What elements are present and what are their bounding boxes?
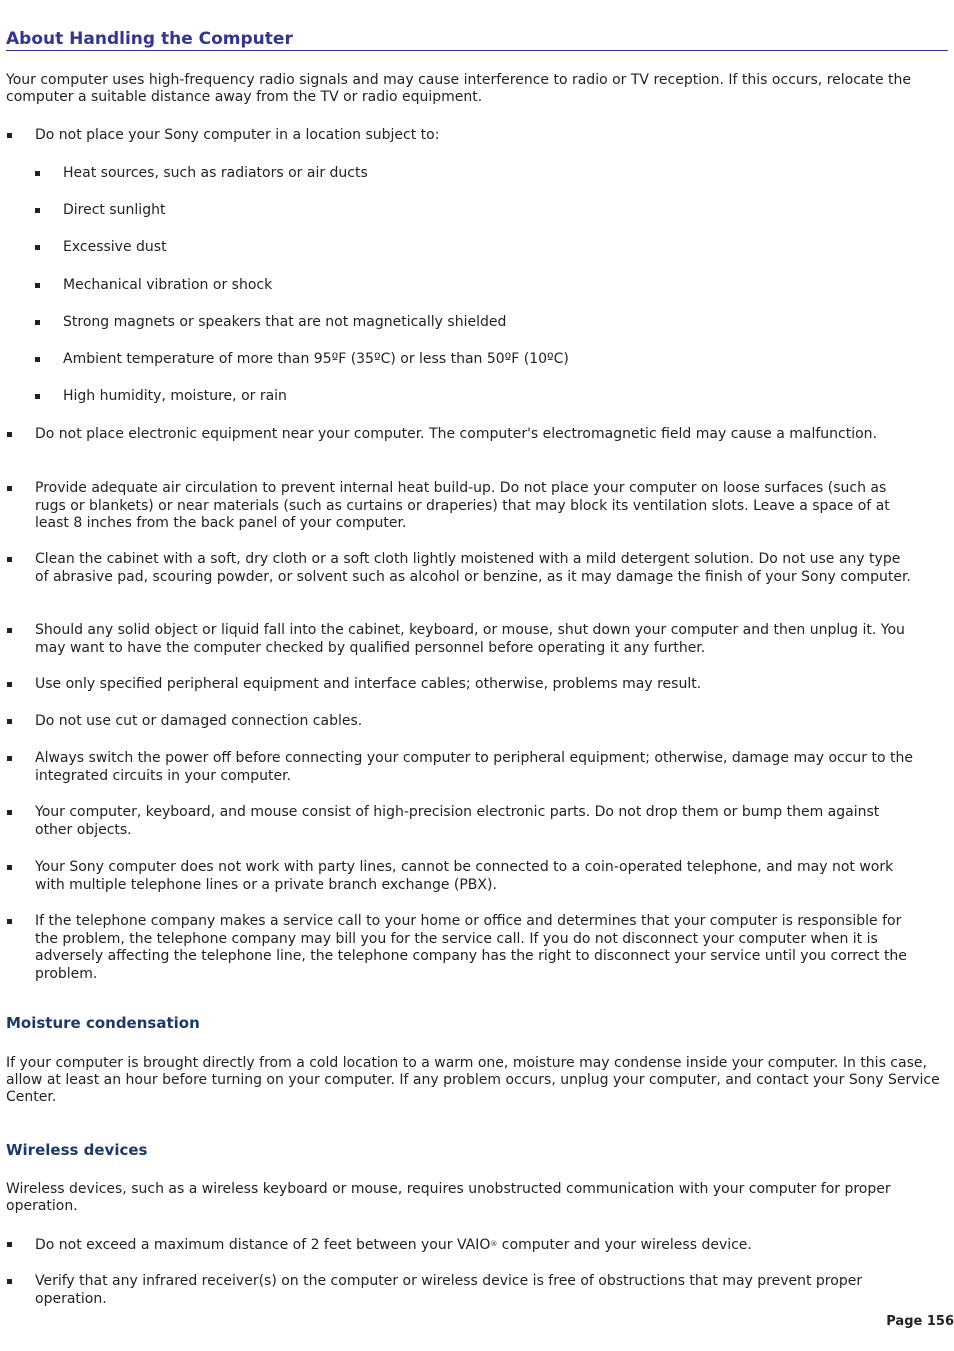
- list-item-location: Do not place your Sony computer in a location subject to:: [35, 127, 915, 145]
- sub-list-item: High humidity, moisture, or rain: [63, 388, 943, 406]
- list-item: If the telephone company makes a service call to your home or office and determines that your computer is responsible for the problem, the telephone company may bill you for the service call. If you do not disconnect your computer when it is adversely affecting the telephone line, the telephone company has the right to disconnect your service until you correct the problem.: [35, 913, 915, 983]
- list-item-text: computer and your wireless device.: [497, 1236, 752, 1253]
- list-item: Your Sony computer does not work with party lines, cannot be connected to a coin-operated telephone, and may not work with multiple telephone lines or a private branch exchange (PBX).: [35, 859, 915, 894]
- section-heading-moisture: Moisture condensation: [6, 1014, 200, 1032]
- sub-list-item: Heat sources, such as radiators or air ducts: [63, 165, 943, 183]
- sub-list-item: Direct sunlight: [63, 202, 943, 220]
- intro-paragraph: Your computer uses high-frequency radio signals and may cause interference to radio or TV reception. If this occurs, relocate the computer a suitable distance away from the TV or radio equipment.: [6, 72, 912, 105]
- sub-list-item: Ambient temperature of more than 95ºF (35ºC) or less than 50ºF (10ºC): [63, 351, 943, 369]
- sub-list-item: Mechanical vibration or shock: [63, 277, 943, 295]
- list-item: Do not place electronic equipment near your computer. The computer's electromagnetic field may cause a malfunction.: [35, 426, 915, 444]
- section-heading-wireless: Wireless devices: [6, 1141, 148, 1159]
- sub-list-item: Strong magnets or speakers that are not magnetically shielded: [63, 314, 943, 332]
- list-item: Use only specified peripheral equipment and interface cables; otherwise, problems may result.: [35, 676, 915, 694]
- list-item-text: Do not exceed a maximum distance of 2 feet between your VAIO: [35, 1236, 491, 1253]
- list-item: Always switch the power off before connecting your computer to peripheral equipment; otherwise, damage may occur to the integrated circuits in your computer.: [35, 750, 915, 785]
- list-item-wireless-infrared: Verify that any infrared receiver(s) on the computer or wireless device is free of obstructions that may prevent proper operation.: [35, 1273, 915, 1308]
- registered-mark: ®: [490, 1240, 498, 1248]
- sub-list-item: Excessive dust: [63, 239, 943, 257]
- page-title: About Handling the Computer: [6, 29, 948, 51]
- list-item: Clean the cabinet with a soft, dry cloth or a soft cloth lightly moistened with a mild detergent solution. Do not use any type of abrasive pad, scouring powder, or solvent such as alcohol or benzine, as it may damage the finish of your Sony computer.: [35, 551, 915, 586]
- wireless-paragraph: Wireless devices, such as a wireless keyboard or mouse, requires unobstructed communication with your computer for proper operation.: [6, 1181, 891, 1214]
- list-item: Your computer, keyboard, and mouse consist of high-precision electronic parts. Do not drop them or bump them against other objects.: [35, 804, 915, 839]
- list-item-wireless-distance: [35, 1236, 915, 1254]
- list-item: Should any solid object or liquid fall into the cabinet, keyboard, or mouse, shut down your computer and then unplug it. You may want to have the computer checked by qualified personnel before operating it any further.: [35, 622, 915, 657]
- moisture-paragraph: If your computer is brought directly from a cold location to a warm one, moisture may condense inside your computer. In this case, allow at least an hour before turning on your computer. If any problem occurs, unplug your computer, and contact your Sony Service Center.: [6, 1055, 940, 1105]
- page-number: Page 156: [886, 1314, 954, 1329]
- list-item: Do not use cut or damaged connection cables.: [35, 713, 915, 731]
- list-item: Provide adequate air circulation to prevent internal heat build-up. Do not place your computer on loose surfaces (such as rugs or blankets) or near materials (such as curtains or draperies) that may block its ventilation slots. Leave a space of at least 8 inches from the back panel of your computer.: [35, 480, 915, 533]
